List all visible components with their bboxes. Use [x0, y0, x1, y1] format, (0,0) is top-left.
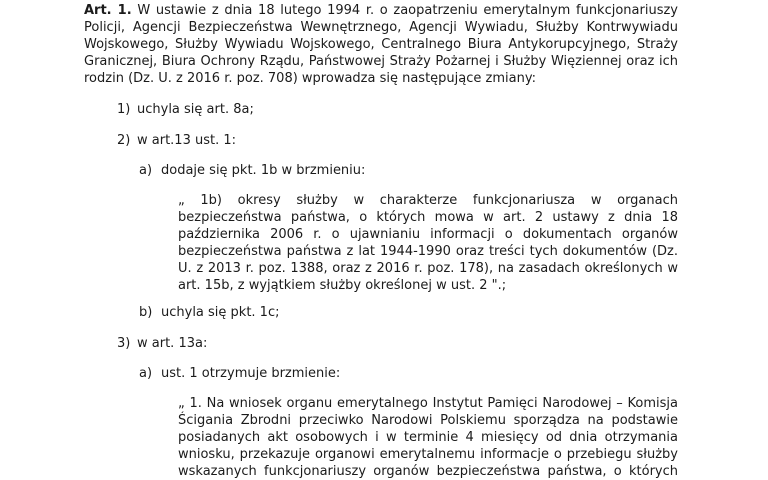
list-item-2b [139, 304, 678, 321]
list-item-2 [117, 132, 678, 149]
list-text: w art.13 ust. 1: [137, 133, 237, 148]
intro-text: W ustawie z dnia 18 lutego 1994 r. o zaopatrzeniu emerytalnym funkcjonariuszy Policji, Agencji Bezpieczeństwa Wewnętrznego, Agencji Wywiadu, Służby Kontrwywiadu Wojskowego, Służby Wywiadu Wojskowego, Centralnego Biura Antykorupcyjnego, Straży Granicznej, Biura Ochrony Rządu, Państwowej Straży Pożarnej i Służby Więziennej oraz ich rodzin (Dz. U. z 2016 r. poz. 708) wprowadza się następujące zmiany: [84, 3, 678, 86]
article-label: Art. 1. [84, 3, 132, 18]
list-item-1 [117, 101, 678, 118]
list-marker: a) [139, 163, 153, 178]
quote-block-ust1: „ 1. Na wniosek organu emerytalnego Instytut Pamięci Narodowej – Komisja Ścigania Zbrodni przeciwko Narodowi Polskiemu sporządza na podstawie posiadanych akt osobowych i w terminie 4 miesięcy od dnia otrzymania wniosku, przekazuje organowi emerytalnemu informacje o przebiegu służby wskazanych funkcjonariuszy organów bezpieczeństwa państwa, o których [178, 396, 678, 479]
list-text: ust. 1 otrzymuje brzmienie: [161, 366, 341, 381]
list-marker: 1) [117, 102, 131, 117]
list-text: w art. 13a: [137, 336, 208, 351]
list-item-2a [139, 162, 678, 179]
list-item-3a [139, 365, 678, 382]
list-marker: a) [139, 366, 153, 381]
list-text: uchyla się art. 8a; [137, 102, 254, 117]
list-item-3 [117, 335, 678, 352]
list-marker: 3) [117, 336, 131, 351]
list-marker: 2) [117, 133, 131, 148]
quote-block-1b: „ 1b) okresy służby w charakterze funkcjonariusza w organach bezpieczeństwa państwa, o których mowa w art. 2 ustawy z dnia 18 października 2006 r. o ujawnianiu informacji o dokumentach organów bezpieczeństwa państwa z lat 1944-1990 oraz treści tych dokumentów (Dz. U. z 2013 r. poz. 1388, oraz z 2016 r. poz. 178), na zasadach określonych w art. 15b, z wyjątkiem służby określonej w ust. 2 ".; [178, 193, 678, 293]
intro-paragraph [84, 2, 678, 87]
list-text: uchyla się pkt. 1c; [161, 305, 280, 320]
document-page [84, 2, 678, 480]
list-text: dodaje się pkt. 1b w brzmieniu: [161, 163, 366, 178]
list-marker: b) [139, 305, 153, 320]
